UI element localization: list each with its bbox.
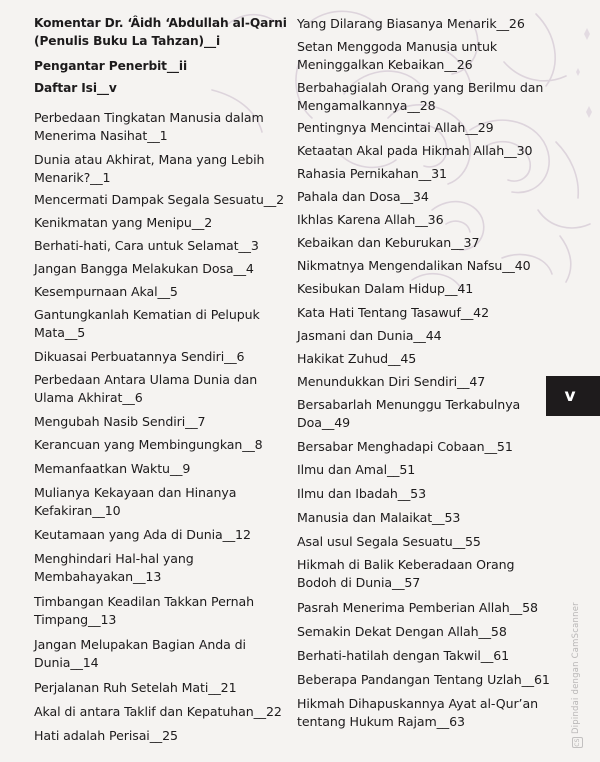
toc-entry[interactable]: Hati adalah Perisai__25 xyxy=(34,728,178,743)
toc-entry[interactable]: Kenikmatan yang Menipu__2 xyxy=(34,215,213,230)
page-number-tab xyxy=(546,376,600,416)
toc-entry[interactable]: Hakikat Zuhud__45 xyxy=(297,351,417,366)
toc-entry[interactable]: Ilmu dan Amal__51 xyxy=(297,462,416,477)
toc-entry[interactable]: Rahasia Pernikahan__31 xyxy=(297,166,447,181)
toc-entry[interactable]: Keutamaan yang Ada di Dunia__12 xyxy=(34,527,251,542)
toc-entry[interactable]: Hikmah di Balik Keberadaan Orang Bodoh di Dunia__57 xyxy=(297,557,515,590)
toc-entry[interactable]: Perjalanan Ruh Setelah Mati__21 xyxy=(34,680,237,695)
toc-entry[interactable]: Pengantar Penerbit__ii xyxy=(34,59,188,73)
toc-entry[interactable]: Ikhlas Karena Allah__36 xyxy=(297,212,444,227)
toc-entry[interactable]: Dikuasai Perbuatannya Sendiri__6 xyxy=(34,349,245,364)
toc-entry[interactable]: Pasrah Menerima Pemberian Allah__58 xyxy=(297,600,538,615)
page-number: v xyxy=(564,386,576,406)
toc-entry[interactable]: Menundukkan Diri Sendiri__47 xyxy=(297,374,486,389)
toc-entry[interactable]: Nikmatnya Mengendalikan Nafsu__40 xyxy=(297,258,531,273)
toc-entry[interactable]: Gantungkanlah Kematian di Pelupuk Mata__5 xyxy=(34,307,260,340)
watermark-text: Dipindai dengan CamScanner xyxy=(571,602,581,734)
toc-entry[interactable]: Semakin Dekat Dengan Allah__58 xyxy=(297,624,507,639)
scanner-watermark xyxy=(571,602,583,748)
toc-entry[interactable]: Kesibukan Dalam Hidup__41 xyxy=(297,281,474,296)
toc-entry[interactable]: Perbedaan Antara Ulama Dunia dan Ulama Akhirat__6 xyxy=(34,372,258,405)
toc-entry[interactable]: Timbangan Keadilan Takkan Pernah Timpang__13 xyxy=(34,594,254,627)
toc-entry[interactable]: Akal di antara Taklif dan Kepatuhan__22 xyxy=(34,704,282,719)
toc-entry[interactable]: Yang Dilarang Biasanya Menarik__26 xyxy=(297,16,525,31)
toc-entry[interactable]: Asal usul Segala Sesuatu__55 xyxy=(297,534,481,549)
toc-entry[interactable]: Berbahagialah Orang yang Berilmu dan Mengamalkannya__28 xyxy=(297,80,544,113)
toc-entry[interactable]: Setan Menggoda Manusia untuk Meninggalkan Kebaikan__26 xyxy=(297,39,498,72)
toc-entry[interactable]: Manusia dan Malaikat__53 xyxy=(297,510,461,525)
toc-entry[interactable]: Mencermati Dampak Segala Sesuatu__2 xyxy=(34,192,285,207)
toc-entry[interactable]: Hikmah Dihapuskannya Ayat al-Qur’an tentang Hukum Rajam__63 xyxy=(297,696,538,729)
toc-entry[interactable]: Jangan Melupakan Bagian Anda di Dunia__14 xyxy=(34,637,246,670)
toc-entry[interactable]: Memanfaatkan Waktu__9 xyxy=(34,461,191,476)
toc-entry[interactable]: Kerancuan yang Membingungkan__8 xyxy=(34,437,263,452)
toc-entry[interactable]: Kebaikan dan Keburukan__37 xyxy=(297,235,480,250)
toc-entry[interactable]: Berhati-hatilah dengan Takwil__61 xyxy=(297,648,510,663)
toc-entry[interactable]: Perbedaan Tingkatan Manusia dalam Menerima Nasihat__1 xyxy=(34,110,264,143)
camscanner-logo-icon: CS xyxy=(574,738,581,747)
toc-entry[interactable]: Pahala dan Dosa__34 xyxy=(297,189,429,204)
toc-entry[interactable]: Jangan Bangga Melakukan Dosa__4 xyxy=(34,261,254,276)
toc-entry[interactable]: Beberapa Pandangan Tentang Uzlah__61 xyxy=(297,672,550,687)
toc-entry[interactable]: Jasmani dan Dunia__44 xyxy=(297,328,442,343)
toc-entry[interactable]: Menghindari Hal-hal yang Membahayakan__13 xyxy=(34,551,194,584)
toc-entry[interactable]: Kesempurnaan Akal__5 xyxy=(34,284,178,299)
toc-entry[interactable]: Berhati-hati, Cara untuk Selamat__3 xyxy=(34,238,259,253)
toc-entry[interactable]: Ilmu dan Ibadah__53 xyxy=(297,486,427,501)
toc-entry[interactable]: Bersabar Menghadapi Cobaan__51 xyxy=(297,439,513,454)
toc-entry[interactable]: Pentingnya Mencintai Allah__29 xyxy=(297,120,494,135)
toc-entry[interactable]: Ketaatan Akal pada Hikmah Allah__30 xyxy=(297,143,533,158)
toc-entry[interactable]: Dunia atau Akhirat, Mana yang Lebih Menarik?__1 xyxy=(34,152,265,185)
toc-entry[interactable]: Daftar Isi__v xyxy=(34,81,117,95)
toc-entry[interactable]: Bersabarlah Menunggu Terkabulnya Doa__49 xyxy=(297,397,521,430)
toc-entry[interactable]: Mengubah Nasib Sendiri__7 xyxy=(34,414,206,429)
toc-entry[interactable]: Mulianya Kekayaan dan Hinanya Kefakiran__10 xyxy=(34,485,237,518)
toc-entry[interactable]: Kata Hati Tentang Tasawuf__42 xyxy=(297,305,489,320)
toc-entry[interactable]: Komentar Dr. ‘Âidh ‘Abdullah al-Qarni (Penulis Buku La Tahzan)__i xyxy=(34,16,287,48)
